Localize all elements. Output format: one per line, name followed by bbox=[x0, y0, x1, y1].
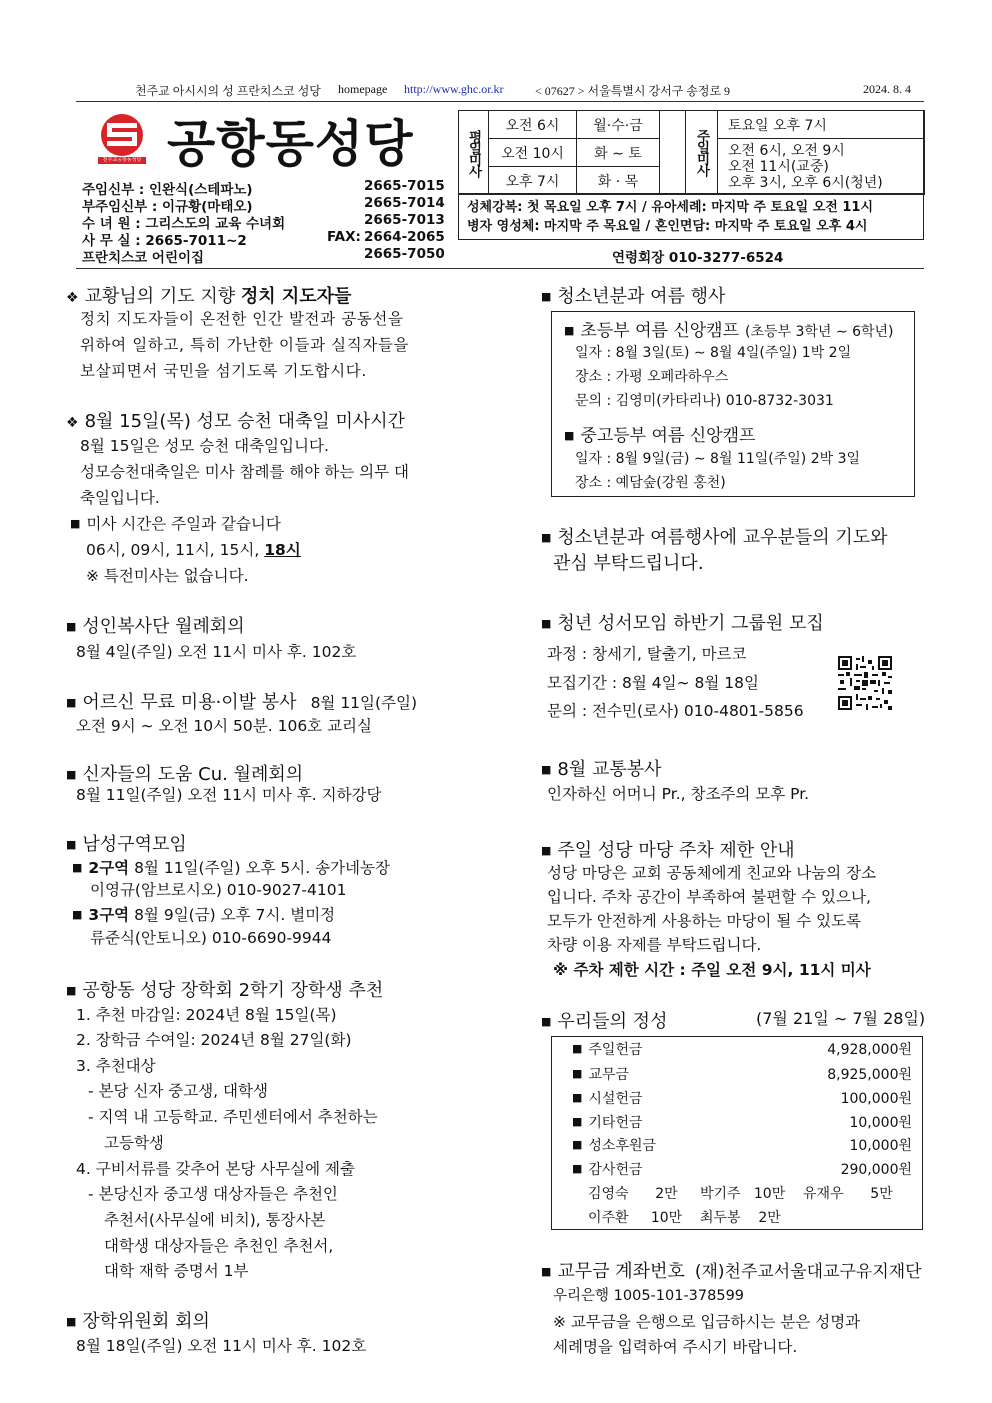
staff-phone: 2665-7050 bbox=[364, 246, 445, 262]
elem-camp-line: 일자 : 8월 3일(토) ∼ 8월 4일(주일) 1박 2일 bbox=[575, 345, 852, 361]
weekday-time: 오전 10시 bbox=[488, 138, 577, 167]
sacrament-notice bbox=[458, 194, 924, 240]
sunday-time: 오후 3시, 오후 6시(청년) bbox=[728, 174, 883, 191]
offering-row: ■ 감사헌금 bbox=[572, 1162, 643, 1178]
traffic-service-heading: ■ 8월 교통봉사 bbox=[541, 759, 662, 780]
scholarship-line: 2. 장학금 수여일: 2024년 8월 27일(화) bbox=[76, 1031, 352, 1049]
weekday-days: 화 ∼ 토 bbox=[576, 138, 660, 167]
scholarship-line: 대학 재학 증명서 1부 bbox=[104, 1262, 249, 1280]
weekday-time: 오전 6시 bbox=[488, 110, 577, 139]
notice-line: 병자 영성체: 마지막 주 목요일 / 혼인면담: 마지막 주 토요일 오후 4시 bbox=[467, 219, 868, 234]
account-note: 세례명을 입력하여 주시기 바랍니다. bbox=[553, 1338, 798, 1356]
mid-camp-line: 일자 : 8월 9일(금) ∼ 8월 11일(주일) 2박 3일 bbox=[575, 451, 861, 467]
elem-camp-line: 장소 : 가평 오페라하우스 bbox=[575, 369, 729, 385]
committee-text: 8월 18일(주일) 오전 11시 미사 후. 102호 bbox=[76, 1337, 367, 1355]
staff-role: 주임신부 : 인완식(스테파노) bbox=[82, 182, 253, 198]
page-title: 공항동성당 bbox=[167, 115, 414, 173]
pope-intention-heading: ❖ 교황님의 기도 지향 정치 지도자들 bbox=[66, 286, 352, 307]
parking-text: 입니다. 주차 공간이 부족하여 불편할 수 있으나, bbox=[547, 888, 871, 906]
youth-prayer-line: 관심 부탁드립니다. bbox=[553, 553, 704, 574]
assumption-text: 축일입니다. bbox=[80, 489, 160, 507]
staff-phone: 2665-7015 bbox=[364, 178, 445, 194]
sunday-time: 오전 6시, 오전 9시 bbox=[728, 142, 845, 159]
staff-phone: 2665-7014 bbox=[364, 195, 445, 211]
mid-camp-title: ■ 중고등부 여름 신앙캠프 bbox=[564, 426, 756, 446]
account-heading: ■ 교무금 계좌번호 (재)천주교서울대교구유지재단 bbox=[541, 1261, 922, 1282]
offering-amount: 100,000원 bbox=[840, 1091, 912, 1107]
qr-code-icon[interactable] bbox=[838, 656, 892, 710]
notice-line: 성체강복: 첫 목요일 오후 7시 / 유아세례: 마지막 주 토요일 오전 11시 bbox=[467, 200, 874, 215]
weekday-mass-label: 평일미사 bbox=[458, 110, 489, 194]
men-zone-item: ■ 3구역 8월 9일(금) 오후 7시. 별미정 bbox=[72, 906, 336, 924]
scholarship-line: 3. 추천대상 bbox=[76, 1057, 156, 1075]
bible-study-heading: ■ 청년 성서모임 하반기 그룹원 모집 bbox=[541, 613, 824, 634]
scholarship-line: 추천서(사무실에 비치), 통장사본 bbox=[104, 1211, 326, 1229]
offering-amount: 8,925,000원 bbox=[827, 1067, 912, 1083]
donor-list: 이주환 10만 최두봉 2만 bbox=[588, 1210, 781, 1226]
committee-heading: ■ 장학위원회 회의 bbox=[66, 1311, 210, 1332]
saturday-mass: 토요일 오후 7시 bbox=[717, 110, 925, 139]
assumption-note: ※ 특전미사는 없습니다. bbox=[86, 567, 249, 585]
scholarship-line: - 본당신자 중고생 대상자들은 추천인 bbox=[88, 1185, 338, 1203]
homepage-label: homepage bbox=[338, 82, 388, 96]
scholarship-line: 고등학생 bbox=[104, 1134, 164, 1152]
staff-role: 수 녀 원 : 그리스도의 교육 수녀회 bbox=[82, 216, 286, 232]
youth-prayer-heading: ■ 청소년분과 여름행사에 교우분들의 기도와 bbox=[541, 527, 888, 548]
staff-row bbox=[82, 229, 445, 249]
offering-row: ■ 교무금 bbox=[572, 1067, 629, 1083]
account-note: ※ 교무금을 은행으로 입금하시는 분은 성명과 bbox=[553, 1313, 861, 1331]
elder-service-text: 오전 9시 ∼ 오전 10시 50분. 106호 교리실 bbox=[76, 717, 372, 735]
sunday-time: 오전 11시(교중) bbox=[728, 158, 829, 175]
pope-text: 보살피면서 국민을 섬기도록 기도합시다. bbox=[80, 362, 367, 380]
adult-altar-text: 8월 4일(주일) 오전 11시 미사 후. 102호 bbox=[76, 643, 357, 661]
traffic-service-text: 인자하신 어머니 Pr., 창조주의 모후 Pr. bbox=[547, 785, 810, 803]
bible-study-line: 문의 : 전수민(로사) 010-4801-5856 bbox=[547, 702, 804, 720]
donor-list: 김영숙 2만 박기주 10만 유재우 5만 bbox=[588, 1186, 893, 1202]
offering-row: ■ 기타헌금 bbox=[572, 1115, 643, 1131]
men-zone-item: ■ 2구역 8월 11일(주일) 오후 5시. 송가네농장 bbox=[72, 859, 390, 877]
weekday-time: 오후 7시 bbox=[488, 166, 577, 195]
pope-text: 위하여 일하고, 특히 가난한 이들과 실직자들을 bbox=[80, 336, 410, 354]
staff-row bbox=[82, 195, 445, 215]
logo-caption: 천주교공항동성당 bbox=[102, 157, 142, 163]
scholarship-line: 4. 구비서류를 갖추어 본당 사무실에 제출 bbox=[76, 1160, 355, 1178]
offering-row: ■ 성소후원금 bbox=[572, 1138, 657, 1154]
bible-study-line: 모집기간 : 8월 4일∼ 8월 18일 bbox=[547, 674, 759, 692]
parish-logo-icon bbox=[97, 113, 147, 165]
assumption-times: 06시, 09시, 11시, 15시, 18시 bbox=[86, 541, 301, 559]
staff-role: 부주임신부 : 이규황(마태오) bbox=[82, 199, 253, 215]
scholarship-line: - 본당 신자 중고생, 대학생 bbox=[88, 1082, 268, 1100]
assumption-heading: ❖ 8월 15일(목) 성모 승천 대축일 미사시간 bbox=[66, 411, 406, 432]
offering-amount: 290,000원 bbox=[840, 1162, 912, 1178]
men-zone-heading: ■ 남성구역모임 bbox=[66, 834, 187, 855]
men-zone-contact: 류준식(안토니오) 010-6690-9944 bbox=[90, 929, 332, 947]
assumption-sub: ■ 미사 시간은 주일과 같습니다 bbox=[70, 515, 281, 533]
men-zone-contact: 이영규(암브로시오) 010-9027-4101 bbox=[90, 881, 347, 899]
sunday-mass-times bbox=[717, 138, 925, 195]
scholarship-line: 대학생 대상자들은 추천인 추천서, bbox=[104, 1237, 334, 1255]
staff-fax-label: FAX: bbox=[327, 229, 361, 245]
elder-service-heading: ■ 어르신 무료 미용·이발 봉사 8월 11일(주일) bbox=[66, 692, 418, 713]
header-divider bbox=[76, 268, 924, 269]
staff-row bbox=[82, 212, 445, 232]
youth-summer-heading: ■ 청소년분과 여름 행사 bbox=[541, 286, 726, 307]
assumption-text: 8월 15일은 성모 승천 대축일입니다. bbox=[80, 437, 329, 455]
staff-phone: 2664-2065 bbox=[364, 229, 445, 245]
sunday-mass-label: 주일미사 bbox=[685, 110, 718, 194]
offering-amount: 4,928,000원 bbox=[827, 1042, 912, 1058]
parish-name: 천주교 아시시의 성 프란치스코 성당 bbox=[135, 84, 321, 98]
offering-heading: ■ 우리들의 정성 bbox=[541, 1011, 668, 1032]
offering-amount: 10,000원 bbox=[849, 1138, 912, 1154]
church-address: < 07627 > 서울특별시 강서구 송정로 9 bbox=[535, 84, 731, 98]
pope-text: 정치 지도자들이 온전한 인간 발전과 공동선을 bbox=[80, 310, 404, 328]
staff-row bbox=[82, 246, 445, 266]
offering-row: ■ 시설헌금 bbox=[572, 1091, 643, 1107]
offering-period: (7월 21일 ∼ 7월 28일) bbox=[756, 1009, 926, 1028]
funeral-hotline: 연령회장 010-3277-6524 bbox=[612, 250, 784, 266]
bible-study-line: 과정 : 창세기, 탈출기, 마르코 bbox=[547, 645, 747, 663]
adult-altar-heading: ■ 성인복사단 월례회의 bbox=[66, 616, 245, 637]
top-divider bbox=[76, 101, 924, 102]
cu-text: 8월 11일(주일) 오전 11시 미사 후. 지하강당 bbox=[76, 786, 382, 804]
staff-role: 프란치스코 어린이집 bbox=[82, 250, 205, 266]
scholarship-heading: ■ 공항동 성당 장학회 2학기 장학생 추천 bbox=[66, 980, 384, 1001]
parking-text: 모두가 안전하게 사용하는 마당이 될 수 있도록 bbox=[547, 912, 862, 930]
mid-camp-line: 장소 : 예담숲(강원 홍천) bbox=[575, 475, 726, 491]
elem-camp-line: 문의 : 김영미(카타리나) 010-8732-3031 bbox=[575, 393, 834, 409]
scholarship-line: 1. 추천 마감일: 2024년 8월 15일(목) bbox=[76, 1006, 337, 1024]
offering-row: ■ 주일헌금 bbox=[572, 1042, 643, 1058]
parking-text: 차량 이용 자제를 부탁드립니다. bbox=[547, 936, 762, 954]
parking-note: ※ 주차 제한 시간 : 주일 오전 9시, 11시 미사 bbox=[553, 961, 871, 979]
assumption-text: 성모승천대축일은 미사 참례를 해야 하는 의무 대 bbox=[80, 463, 410, 481]
staff-role: 사 무 실 : 2665-7011∼2 bbox=[82, 233, 247, 249]
elem-camp-title: ■ 초등부 여름 신앙캠프 (초등부 3학년 ∼ 6학년) bbox=[564, 321, 894, 341]
offering-amount: 10,000원 bbox=[849, 1115, 912, 1131]
homepage-link[interactable]: http://www.ghc.or.kr bbox=[404, 82, 504, 96]
staff-row bbox=[82, 178, 445, 198]
parking-text: 성당 마당은 교회 공동체에게 친교와 나눔의 장소 bbox=[547, 864, 877, 882]
header-info-line bbox=[105, 82, 925, 98]
weekday-days: 화 · 목 bbox=[576, 166, 660, 195]
staff-phone: 2665-7013 bbox=[364, 212, 445, 228]
scholarship-line: - 지역 내 고등학교. 주민센터에서 추천하는 bbox=[88, 1108, 378, 1126]
account-number: 우리은행 1005-101-378599 bbox=[553, 1288, 745, 1304]
mass-schedule-table bbox=[458, 110, 924, 194]
cu-heading: ■ 신자들의 도움 Cu. 월례회의 bbox=[66, 764, 304, 785]
weekday-days: 월·수·금 bbox=[576, 110, 660, 139]
bulletin-date: 2024. 8. 4 bbox=[863, 82, 911, 96]
parking-heading: ■ 주일 성당 마당 주차 제한 안내 bbox=[541, 840, 795, 861]
